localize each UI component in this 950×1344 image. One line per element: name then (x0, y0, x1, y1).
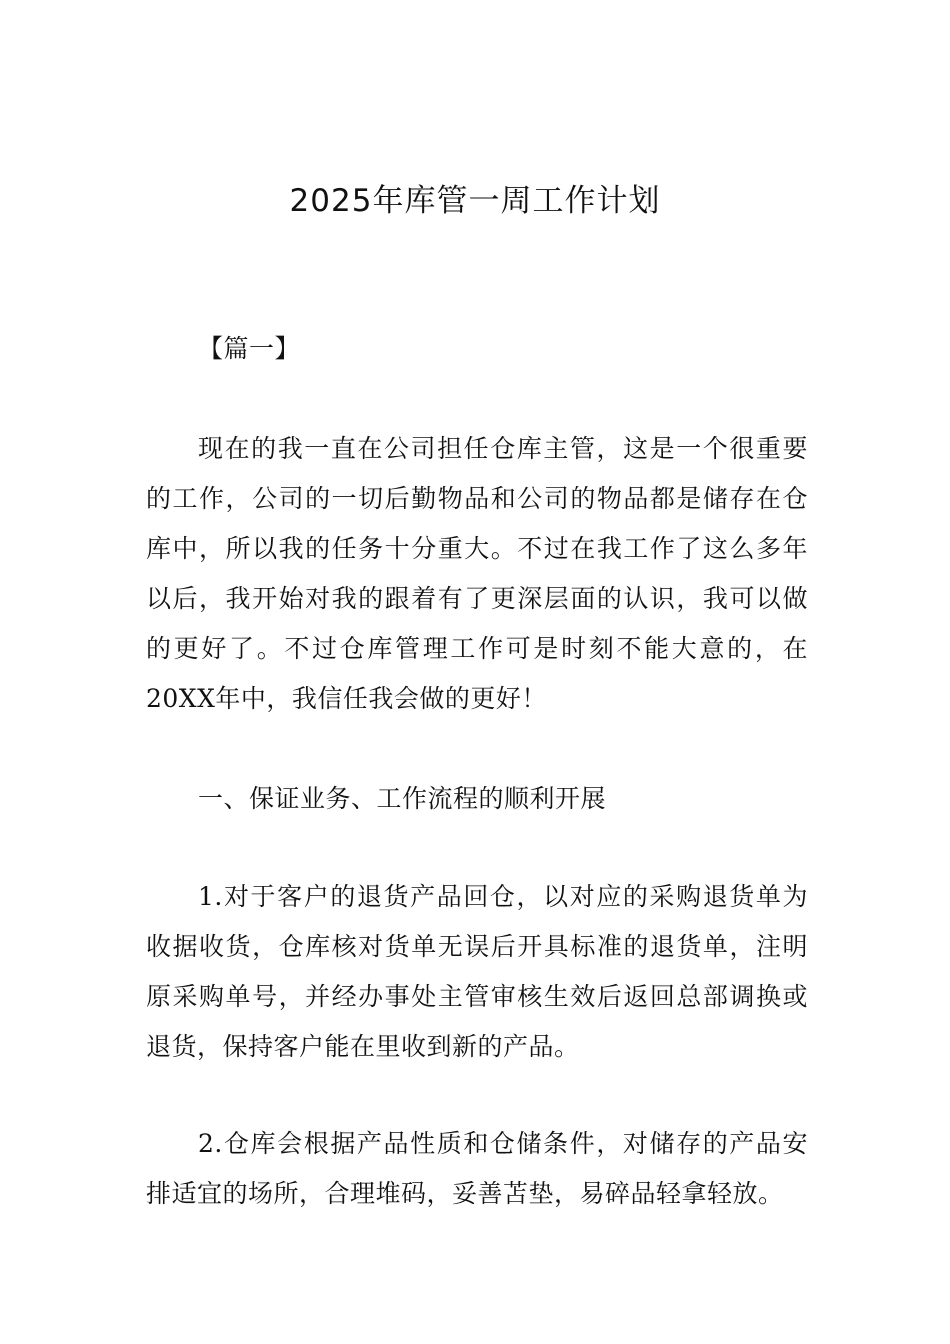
page-title: 2025年库管一周工作计划 (289, 183, 661, 219)
section-label: 【篇一】 (198, 334, 301, 363)
list-item: 2.仓库会根据产品性质和仓储条件，对储存的产品安排适宜的场所，合理堆码，妥善苫垫，易碎品轻拿轻放。 (146, 1129, 808, 1208)
section-heading: 一、保证业务、工作流程的顺利开展 (198, 784, 607, 813)
list-item: 1.对于客户的退货产品回仓，以对应的采购退货单为收据收货，仓库核对货单无误后开具标准的退货单，注明原采购单号，并经办事处主管审核生效后返回总部调换或退货，保持客户能在里收到新的产品。 (146, 882, 808, 1061)
intro-paragraph: 现在的我一直在公司担任仓库主管，这是一个很重要的工作，公司的一切后勤物品和公司的物品都是储存在仓库中，所以我的任务十分重大。不过在我工作了这么多年以后，我开始对我的跟着有了更深层面的认识，我可以做的更好了。不过仓库管理工作可是时刻不能大意的，在20XX年中，我信任我会做的更好！ (146, 434, 808, 713)
